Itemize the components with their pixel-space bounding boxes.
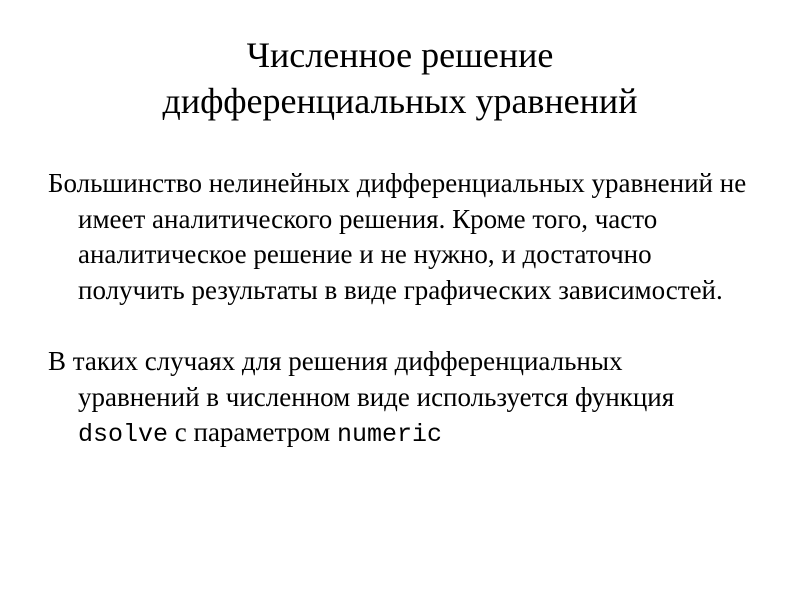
paragraph-numeric-solution <box>48 344 748 453</box>
slide-title-line-1: Численное решение <box>246 35 554 75</box>
slide-title <box>0 32 800 124</box>
slide-body <box>48 166 748 453</box>
code-dsolve: dsolve <box>78 420 169 449</box>
paragraph-numeric-text-start: В таких случаях для решения дифференциальных уравнений в численном виде используется функция <box>48 346 675 412</box>
slide-title-line-2: дифференциальных уравнений <box>162 81 638 121</box>
code-numeric: numeric <box>336 420 442 449</box>
paragraph-nonlinear-equations: Большинство нелинейных дифференциальных уравнений не имеет аналитического решения. Кроме того, часто аналитическое решение и не нужно, и достаточно получить результаты в виде графических зависимостей. <box>48 168 747 305</box>
paragraph-numeric-text-middle: с параметром <box>168 417 337 447</box>
